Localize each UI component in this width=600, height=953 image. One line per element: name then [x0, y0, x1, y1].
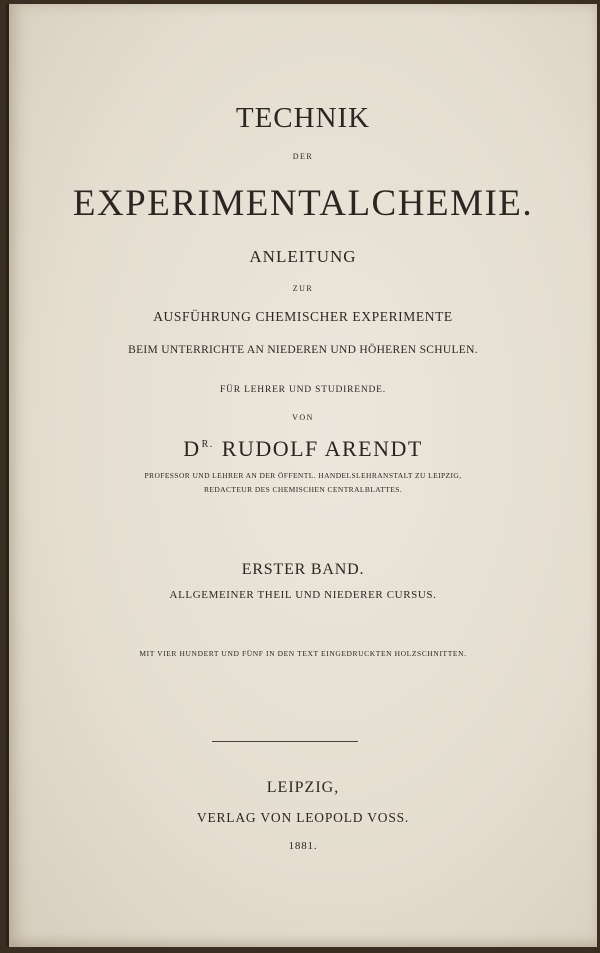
audience-line: FÜR LEHRER UND STUDIRENDE.: [220, 385, 386, 395]
title-connector-der: DER: [292, 152, 314, 161]
volume-title: ERSTER BAND.: [241, 561, 365, 578]
divider-rule: [212, 741, 358, 742]
author-role-1: PROFESSOR UND LEHRER AN DER ÖFFENTL. HANDELSLEHRANSTALT ZU LEIPZIG,: [144, 471, 462, 480]
title-page: [6, 4, 597, 947]
author-role-2: REDACTEUR DES CHEMISCHEN CENTRALBLATTES.: [203, 485, 403, 494]
publication-year: 1881.: [288, 840, 318, 852]
author-name-text: RUDOLF ARENDT: [221, 436, 423, 461]
book-title: TECHNIK: [235, 102, 371, 134]
volume-subtitle: ALLGEMEINER THEIL UND NIEDERER CURSUS.: [169, 589, 437, 601]
publication-place: LEIPZIG,: [266, 779, 340, 796]
author-prefix-sup: R.: [201, 439, 214, 450]
description-line-2: BEIM UNTERRICHTE AN NIEDEREN UND HÖHEREN SCHULEN.: [128, 344, 478, 356]
subtitle-connector-zur: ZUR: [292, 284, 314, 293]
author-name: [9, 436, 597, 462]
author-connector-von: VON: [292, 413, 314, 422]
book-subject: EXPERIMENTALCHEMIE.: [72, 183, 534, 224]
author-prefix: D: [183, 436, 201, 461]
illustrations-note: MIT VIER HUNDERT UND FÜNF IN DEN TEXT EINGEDRUCKTEN HOLZSCHNITTEN.: [139, 649, 467, 658]
subtitle-anleitung: ANLEITUNG: [249, 247, 357, 266]
publisher: VERLAG VON LEOPOLD VOSS.: [196, 810, 410, 825]
description-line-1: AUSFÜHRUNG CHEMISCHER EXPERIMENTE: [153, 309, 453, 324]
